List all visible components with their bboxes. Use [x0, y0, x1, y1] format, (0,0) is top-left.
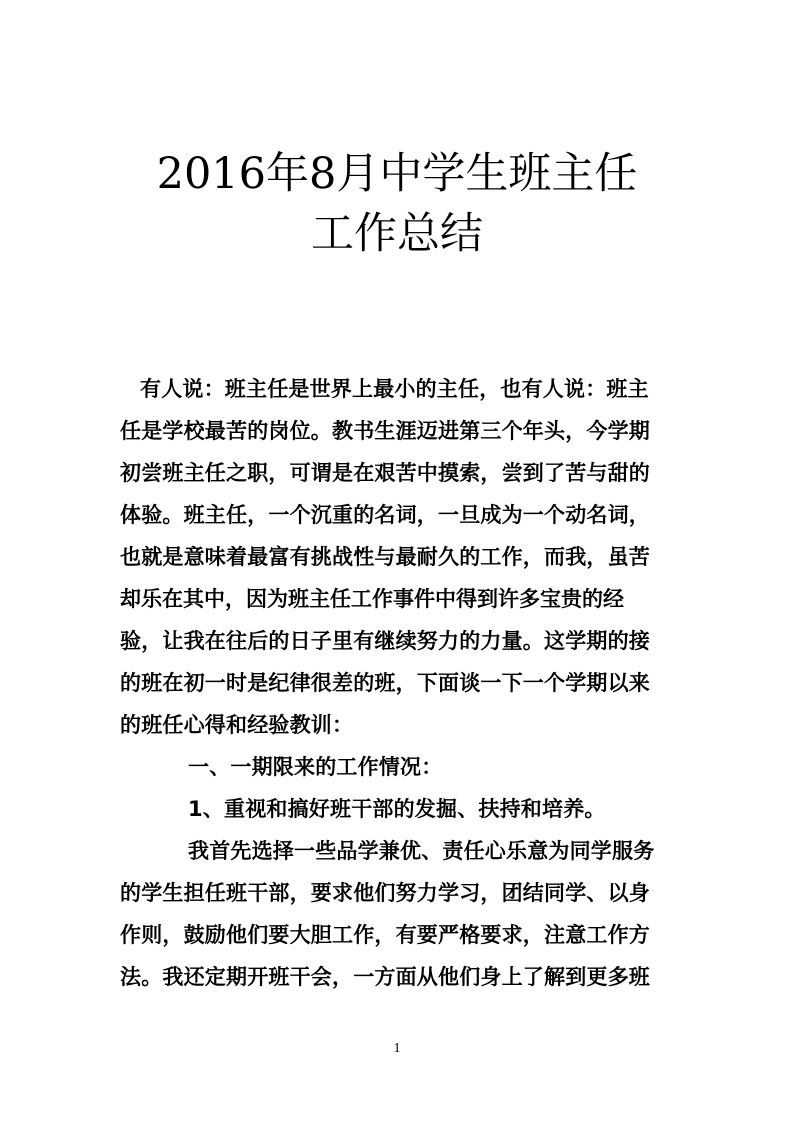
body-line-8: 的班在初一时是纪律很差的班，下面谈一下一个学期以来 — [120, 671, 650, 695]
page-number: 1 — [393, 1041, 401, 1056]
body-line-6: 却乐在其中，因为班主任工作事件中得到许多宝贵的经 — [120, 587, 624, 611]
section-heading-1: 一、一期限来的工作情况： — [188, 755, 443, 779]
body-line-13: 的学生担任班干部，要求他们努力学习，团结同学、以身 — [120, 881, 650, 905]
document-title-line-1: 2016年8月中学生班主任 — [156, 149, 638, 199]
body-line-2: 任是学校最苦的岗位。教书生涯迈进第三个年头，今学期 — [120, 419, 650, 443]
body-line-3: 初尝班主任之职，可谓是在艰苦中摸索，尝到了苦与甜的 — [120, 461, 650, 485]
body-line-5: 也就是意味着最富有挑战性与最耐久的工作，而我，虽苦 — [120, 545, 650, 569]
body-line-14: 作则，鼓励他们要大胆工作，有要严格要求，注意工作方 — [120, 923, 650, 947]
document-title-line-2: 工作总结 — [311, 209, 483, 259]
body-line-7: 验，让我在往后的日子里有继续努力的力量。这学期的接 — [120, 629, 650, 653]
body-line-12: 我首先选择一些品学兼优、责任心乐意为同学服务 — [188, 839, 655, 863]
body-line-9: 的班任心得和经验教训： — [120, 713, 354, 737]
subsection-heading-1: 1、重视和搞好班干部的发掘、扶持和培养。 — [188, 797, 606, 821]
body-line-1: 有人说：班主任是世界上最小的主任，也有人说：班主 — [140, 377, 649, 401]
body-line-15: 法。我还定期开班干会，一方面从他们身上了解到更多班 — [120, 965, 650, 989]
body-line-4: 体验。班主任，一个沉重的名词，一旦成为一个动名词， — [120, 503, 650, 527]
